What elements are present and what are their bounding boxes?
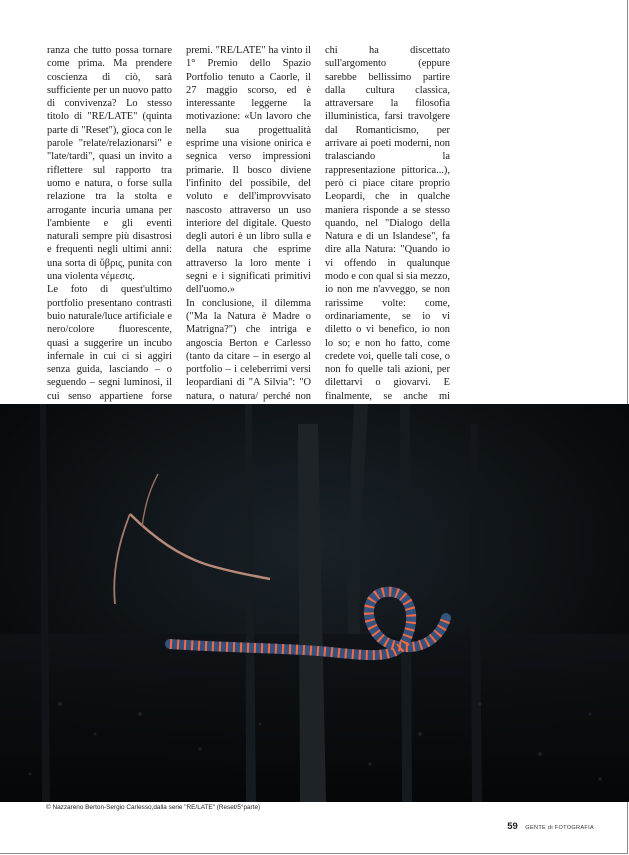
paragraph: In conclusione, il dilemma ("Ma la Natura è Madre o Matrigna?") che intriga e angoscia Berton e Carlesso (tanto da citare – in esergo al portfolio – i celeberrimi versi leopardiani di "A Silvia": "O natura, o natura/ perché non <box>186 297 311 402</box>
article-columns <box>47 44 587 402</box>
forest-night-photo <box>0 404 629 802</box>
magazine-name: GENTE di FOTOGRAFIA <box>525 825 594 831</box>
page-footer <box>507 816 594 834</box>
page-number: 59 <box>507 821 518 832</box>
paragraph: ranza che tutto possa tornare come prima. Ma prendere coscienza di ciò, sarà sufficiente per un nuovo patto di convivenza? Lo stesso titolo di "RE/LATE" (quinta parte di "Reset"), gioca con le parole "relate/relazionarsi" e "late/tardi", quasi un invito a riflettere sul rapporto tra uomo e natura, o forse sulla relazione tra la stolta e arrogante incuria umana per l'ambiente e gli eventi naturali sempre più disastrosi e frequenti negli ultimi anni: una sorta di ὕβρις, punita con una violenta νέμεσις. <box>47 45 172 283</box>
paragraph: chi ha discettato sull'argomento (eppure sarebbe bellissimo partire dalla cultura classica, attraversare la filosofia illuministica, farsi travolgere dal Romanticismo, per arrivare ai poeti moderni, non tralasciando la rappresentazione pittorica...), però ci piace citare proprio Leopardi, che in qualche maniera risponde a se stesso quando, nel "Dialogo della Natura e di un Islandese", fa dire alla Natura: "Quando io vi offendo in qualunque modo e con qual si sia mezzo, io non me n'avveggo, se non rarissime volte: come, ordinariamente, se io vi diletto o vi benefico, io non lo so; e non ho fatto, come credete voi, quelle tali cose, o non fo quelle tali azioni, per dilettarvi o giovarvi. E finalmente, se anche mi <box>325 45 450 402</box>
photo-caption: © Nazzareno Berton-Sergio Carlesso,dalla serie "RE/LATE" (Reset/5°parte) <box>46 804 261 811</box>
column-2 <box>186 44 311 402</box>
paragraph: premi. "RE/LATE" ha vinto il 1° Premio dello Spazio Portfolio tenuto a Caorle, il 27 maggio scorso, ed è interessante leggerne la motivazione: «Un lavoro che nella sua progettualità esprime una visione onirica e segnica verso impressioni primarie. Il bosco diviene l'infinito del possibile, del voluto e dell'improvvisato nascosto attraverso un uso interiore del digitale. Questo degli autori è un libro sulla e della natura che esprime attraverso la loro mente i segni e i significati primitivi dell'uomo.» <box>186 45 311 296</box>
paragraph: Le foto di quest'ultimo portfolio presentano contrasti buio naturale/luce artificiale e nero/colore fluorescente, quasi a suggerire un incubo infernale in cui ci si aggiri senza guida, lasciando – o seguendo – segni luminosi, il cui senso appartiene forse <box>47 284 172 402</box>
photo-illustration <box>0 404 629 802</box>
column-3 <box>325 44 450 402</box>
column-1 <box>47 44 172 402</box>
